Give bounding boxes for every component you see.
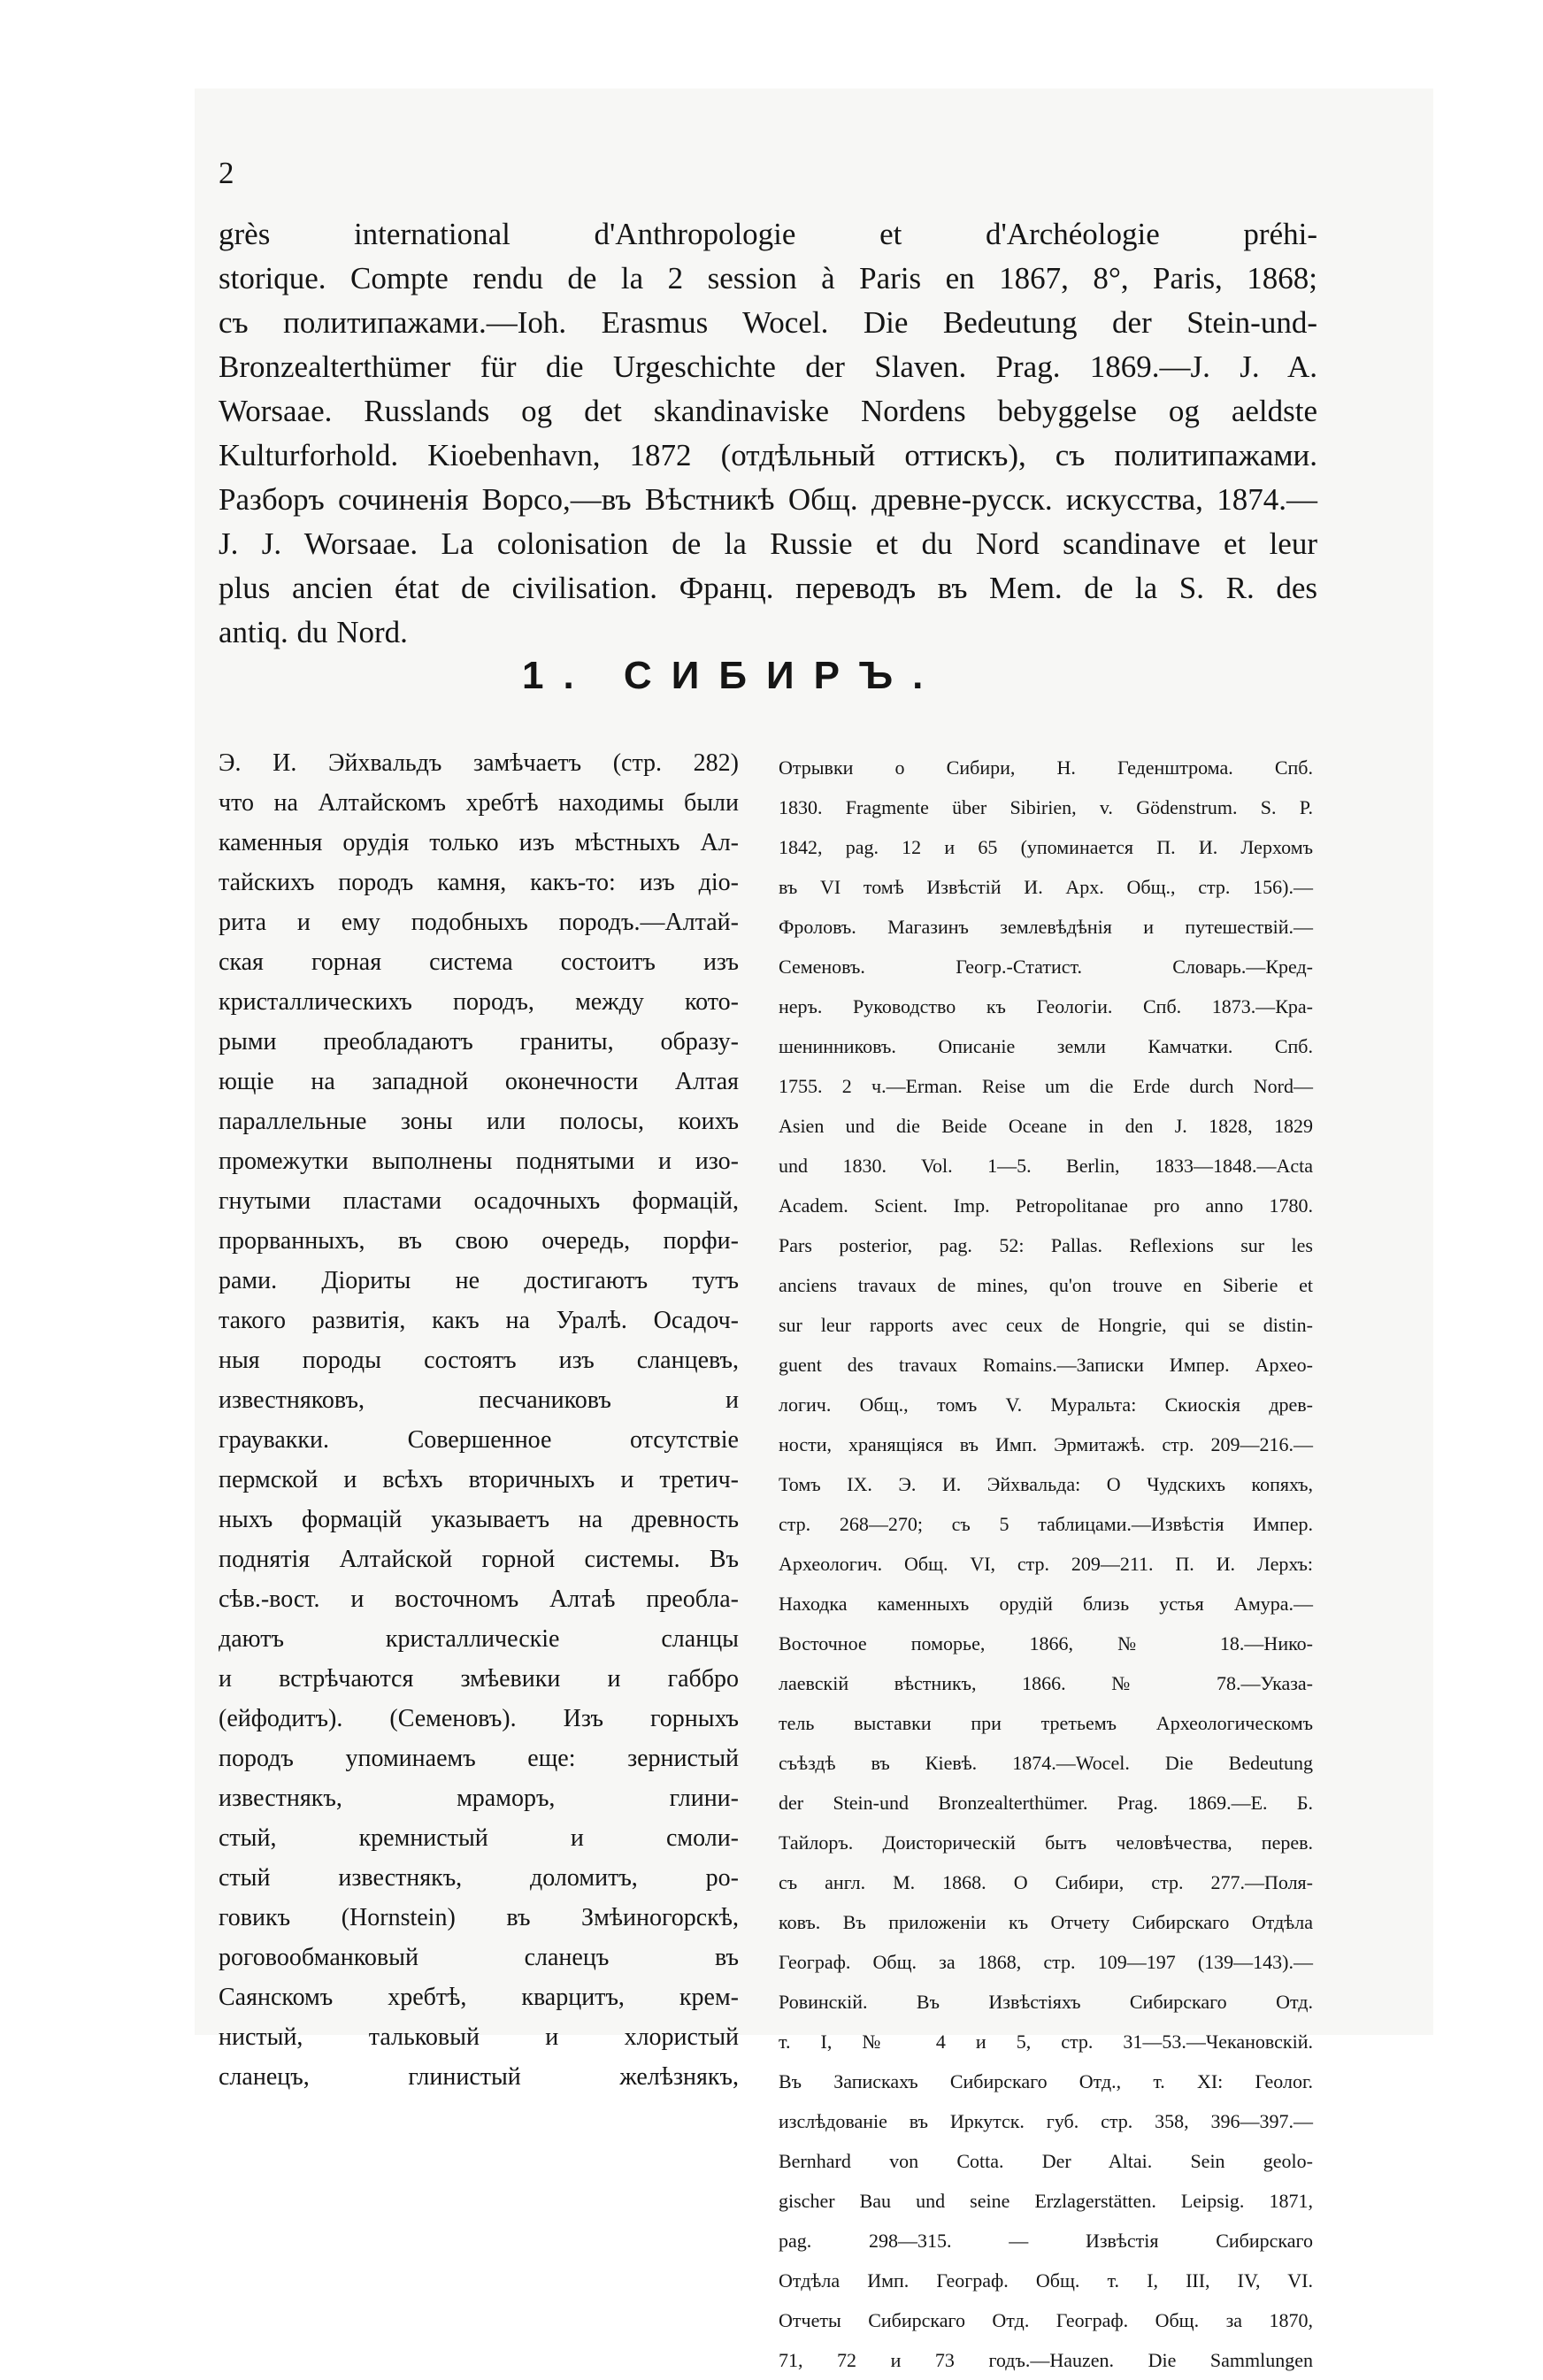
text-line: guent des travaux Romains.—Записки Импер. Архео- (779, 1354, 1313, 1376)
text-line: гнутыми пластами осадочныхъ формацій, (219, 1187, 739, 1215)
text-line: съѣздѣ въ Кіевѣ. 1874.—Wocel. Die Bedeutung (779, 1752, 1313, 1774)
text-line: рами. Діориты не достигаютъ тутъ (219, 1267, 739, 1294)
text-line: говикъ (Hornstein) въ Змѣиногорскѣ, (219, 1904, 739, 1931)
text-line: ковъ. Въ приложеніи къ Отчету Сибирскаго Отдѣла (779, 1911, 1313, 1933)
text-line: изслѣдованіе въ Иркутск. губ. стр. 358, 396—397.— (779, 2110, 1313, 2132)
text-line: и встрѣчаются змѣевики и габбро (219, 1665, 739, 1693)
right-column-bibliography (779, 748, 1313, 2380)
section-title: 1. СИБИРЪ. (522, 654, 943, 697)
text-line: Отдѣла Имп. Географ. Общ. т. I, III, IV, VI. (779, 2269, 1313, 2292)
text-line: Worsaae. Russlands og det skandinaviske Nordens bebyggelse og aeldste (219, 394, 1317, 428)
text-line: Разборъ сочиненія Ворсо,—въ Вѣстникѣ Общ. древне-русск. искусства, 1874.— (219, 482, 1317, 517)
text-line: Pars posterior, pag. 52: Pallas. Reflexions sur les (779, 1234, 1313, 1256)
text-line: ющіе на западной оконечности Алтая (219, 1068, 739, 1095)
text-line: sur leur rapports avec ceux de Hongrie, qui se distin- (779, 1314, 1313, 1336)
text-line: 1842, pag. 12 и 65 (упоминается П. И. Лерхомъ (779, 836, 1313, 858)
page-number: 2 (219, 156, 234, 190)
text-line: съ англ. М. 1868. О Сибири, стр. 277.—Поля- (779, 1871, 1313, 1893)
text-line: известнякъ, мраморъ, глини- (219, 1785, 739, 1812)
text-line: (ейфодитъ). (Семеновъ). Изъ горныхъ (219, 1705, 739, 1732)
text-line: породъ упоминаемъ еще: зернистый (219, 1745, 739, 1772)
text-line: Фроловъ. Магазинъ землевѣдѣнія и путешествій.— (779, 916, 1313, 938)
text-line: лаевскій вѣстникъ, 1866. № 78.—Указа- (779, 1672, 1313, 1694)
text-line: даютъ кристаллическіе сланцы (219, 1625, 739, 1653)
text-line: роговообманковый сланецъ въ (219, 1944, 739, 1971)
intro-paragraph (219, 212, 1317, 655)
text-line: Ровинскій. Въ Извѣстіяхъ Сибирскаго Отд. (779, 1991, 1313, 2013)
left-column (219, 743, 739, 2097)
text-line: Отрывки о Сибири, Н. Геденштрома. Спб. (779, 756, 1313, 779)
text-line: Э. И. Эйхвальдъ замѣчаетъ (стр. 282) (219, 749, 739, 777)
text-line: Bernhard von Cotta. Der Altai. Sein geolo- (779, 2150, 1313, 2172)
text-line: логич. Общ., томъ V. Муральта: Скиоскія древ- (779, 1393, 1313, 1416)
text-line: сланецъ, глинистый желѣзнякъ, (219, 2063, 739, 2091)
text-line: pag. 298—315. — Извѣстія Сибирскаго (779, 2230, 1313, 2252)
text-line: съ политипажами.—Ioh. Erasmus Wocel. Die Bedeutung der Stein-und- (219, 305, 1317, 340)
text-line: сѣв.-вост. и восточномъ Алтаѣ преобла- (219, 1585, 739, 1613)
text-line: Находка каменныхъ орудій близь устья Амура.— (779, 1593, 1313, 1615)
text-line: ности, хранящіяся въ Имп. Эрмитажѣ. стр. 209—216.— (779, 1433, 1313, 1455)
text-line: Bronzealterthümer für die Urgeschichte der Slaven. Prag. 1869.—J. J. A. (219, 349, 1317, 384)
text-line: grès international d'Anthropologie et d'Archéologie préhi- (219, 217, 1317, 251)
text-line: Въ Запискахъ Сибирскаго Отд., т. XI: Геолог. (779, 2070, 1313, 2092)
text-line: gischer Bau und seine Erzlagerstätten. Leipsig. 1871, (779, 2190, 1313, 2212)
text-line: рыми преобладаютъ граниты, образу- (219, 1028, 739, 1056)
text-line: J. J. Worsaae. La colonisation de la Russie et du Nord scandinave et leur (219, 526, 1317, 561)
text-line: стый известнякъ, доломитъ, ро- (219, 1864, 739, 1892)
text-line: Academ. Scient. Imp. Petropolitanae pro anno 1780. (779, 1194, 1313, 1217)
text-line: ныя породы состоятъ изъ сланцевъ, (219, 1347, 739, 1374)
text-line: 71, 72 и 73 годъ.—Hauzen. Die Sammlungen (779, 2349, 1313, 2371)
text-line: пермской и всѣхъ вторичныхъ и третич- (219, 1466, 739, 1493)
text-line: каменныя орудія только изъ мѣстныхъ Ал- (219, 829, 739, 856)
text-line: und 1830. Vol. 1—5. Berlin, 1833—1848.—Acta (779, 1155, 1313, 1177)
text-line: известняковъ, песчаниковъ и (219, 1386, 739, 1414)
text-line: поднятія Алтайской горной системы. Въ (219, 1546, 739, 1573)
text-line: Тайлоръ. Доисторическій бытъ человѣчества, перев. (779, 1831, 1313, 1854)
text-line: Саянскомъ хребтѣ, кварцитъ, крем- (219, 1984, 739, 2011)
text-line: Asien und die Beide Oceane in den J. 1828, 1829 (779, 1115, 1313, 1137)
text-line: antiq. du Nord. (219, 615, 408, 649)
text-line: Семеновъ. Геогр.-Статист. Словарь.—Кред- (779, 956, 1313, 978)
text-line: стый, кремнистый и смоли- (219, 1824, 739, 1852)
text-line: тайскихъ породъ камня, какъ-то: изъ діо- (219, 869, 739, 896)
text-line: такого развитія, какъ на Уралѣ. Осадоч- (219, 1307, 739, 1334)
text-line: что на Алтайскомъ хребтѣ находимы были (219, 789, 739, 817)
text-line: Kulturforhold. Kioebenhavn, 1872 (отдѣльный оттискъ), съ политипажами. (219, 438, 1317, 472)
text-line: неръ. Руководство къ Геологіи. Спб. 1873.—Кра- (779, 995, 1313, 1017)
text-line: граувакки. Совершенное отсутствіе (219, 1426, 739, 1454)
text-line: тель выставки при третьемъ Археологическомъ (779, 1712, 1313, 1734)
text-line: прорванныхъ, въ свою очередь, порфи- (219, 1227, 739, 1255)
text-line: нистый, тальковый и хлористый (219, 2023, 739, 2051)
text-line: Восточное поморье, 1866, № 18.—Нико- (779, 1632, 1313, 1654)
text-line: Томъ IX. Э. И. Эйхвальда: О Чудскихъ копяхъ, (779, 1473, 1313, 1495)
text-line: 1755. 2 ч.—Erman. Reise um die Erde durch Nord— (779, 1075, 1313, 1097)
text-line: въ VI томѣ Извѣстій И. Арх. Общ., стр. 156).— (779, 876, 1313, 898)
text-line: т. I, № 4 и 5, стр. 31—53.—Чекановскій. (779, 2031, 1313, 2053)
text-line: Археологич. Общ. VI, стр. 209—211. П. И. Лерхъ: (779, 1553, 1313, 1575)
text-line: шенинниковъ. Описаніе земли Камчатки. Спб. (779, 1035, 1313, 1057)
text-line: ныхъ формацій указываетъ на древность (219, 1506, 739, 1533)
text-line: 1830. Fragmente über Sibirien, v. Gödenstrum. S. P. (779, 796, 1313, 818)
text-line: рита и ему подобныхъ породъ.—Алтай- (219, 909, 739, 936)
text-line: storique. Compte rendu de la 2 session à Paris en 1867, 8°, Paris, 1868; (219, 261, 1317, 296)
text-line: Географ. Общ. за 1868, стр. 109—197 (139—143).— (779, 1951, 1313, 1973)
text-line: ская горная система состоитъ изъ (219, 948, 739, 976)
text-line: Отчеты Сибирскаго Отд. Географ. Общ. за 1870, (779, 2309, 1313, 2331)
text-line: plus ancien état de civilisation. Франц. переводъ въ Mem. de la S. R. des (219, 571, 1317, 605)
text-line: стр. 268—270; съ 5 таблицами.—Извѣстія Импер. (779, 1513, 1313, 1535)
text-line: der Stein-und Bronzealterthümer. Prag. 1869.—Е. Б. (779, 1792, 1313, 1814)
text-line: промежутки выполнены поднятыми и изо- (219, 1148, 739, 1175)
text-line: anciens travaux de mines, qu'on trouve en Siberie et (779, 1274, 1313, 1296)
text-line: параллельные зоны или полосы, коихъ (219, 1108, 739, 1135)
text-line: кристаллическихъ породъ, между кото- (219, 988, 739, 1016)
